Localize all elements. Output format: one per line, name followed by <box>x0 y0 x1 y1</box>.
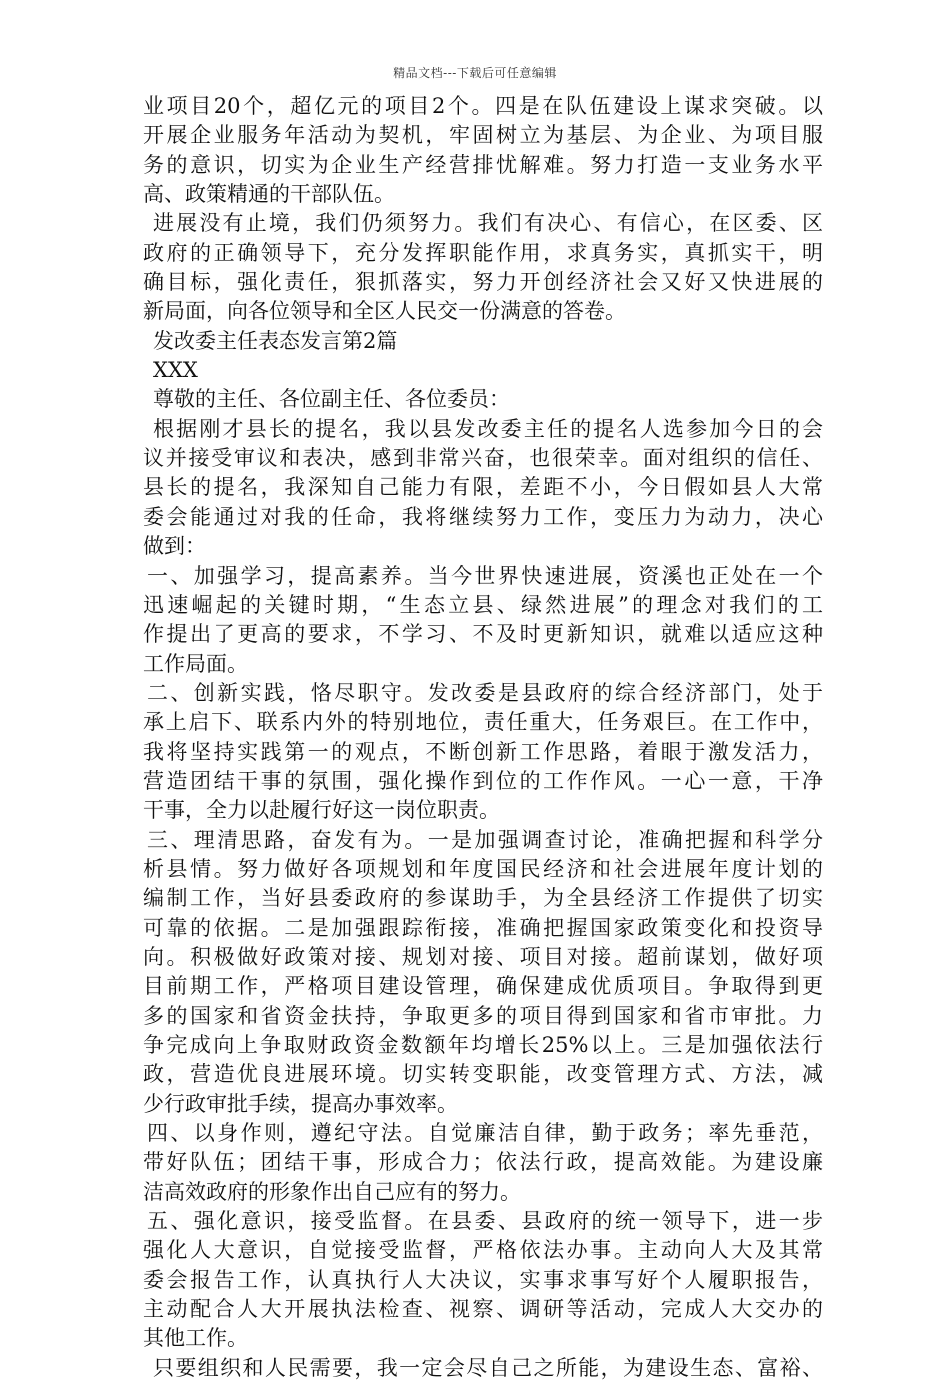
document-body <box>143 92 823 1383</box>
text-line: 可靠的依据。二是加强跟踪衔接，准确把握国家政策变化和投资导 <box>143 915 823 940</box>
text-line: 根据刚才县长的提名，我以县发改委主任的提名人选参加今日的会 <box>153 416 823 441</box>
text-line: 承上启下、联系内外的特别地位，责任重大，任务艰巨。在工作中， <box>143 710 823 735</box>
text-line: 政府的正确领导下，充分发挥职能作用，求真务实，真抓实干，明 <box>143 240 823 265</box>
text-line: 迅速崛起的关键时期，“生态立县、绿然进展”的理念对我们的工 <box>143 592 823 617</box>
text-line: 主动配合人大开展执法检查、视察、调研等活动，完成人大交办的 <box>143 1297 823 1322</box>
text-line: 编制工作，当好县委政府的参谋助手，为全县经济工作提供了切实 <box>143 886 823 911</box>
text-line: 做到： <box>143 534 206 559</box>
text-line: 尊敬的主任、各位副主任、各位委员： <box>153 387 510 412</box>
text-line: 县长的提名，我深知自己能力有限，差距不小，今日假如县人大常 <box>143 475 823 500</box>
text-line: 发改委主任表态发言第2篇 <box>153 328 398 353</box>
text-line: 一、加强学习，提高素养。当今世界快速进展，资溪也正处在一个 <box>147 563 823 588</box>
text-line: 三、理清思路，奋发有为。一是加强调查讨论，准确把握和科学分 <box>147 827 823 852</box>
text-line: 作提出了更高的要求，不学习、不及时更新知识，就难以适应这种 <box>143 622 823 647</box>
text-line: 争完成向上争取财政资金数额年均增长25%以上。三是加强依法行 <box>143 1033 823 1057</box>
text-line: 带好队伍；团结干事，形成合力；依法行政，提高效能。为建设廉 <box>143 1150 823 1175</box>
text-line: 向。积极做好政策对接、规划对接、项目对接。超前谋划，做好项 <box>143 944 823 969</box>
page-header: 精品文档---下载后可任意编辑 <box>393 66 557 80</box>
text-line: 业项目20个，超亿元的项目2个。四是在队伍建设上谋求突破。以 <box>143 94 823 118</box>
text-line: 五、强化意识，接受监督。在县委、县政府的统一领导下，进一步 <box>147 1209 823 1234</box>
text-line: 目前期工作，严格项目建设管理，确保建成优质项目。争取得到更 <box>143 974 823 999</box>
text-line: 委会能通过对我的任命，我将继续努力工作，变压力为动力，决心 <box>143 504 823 529</box>
text-line: 析县情。努力做好各项规划和年度国民经济和社会进展年度计划的 <box>143 856 823 881</box>
text-line: XXX <box>153 358 198 383</box>
text-line: 洁高效政府的形象作出自己应有的努力。 <box>143 1179 521 1204</box>
text-line: 高、政策精通的干部队伍。 <box>143 182 395 207</box>
text-line: 新局面，向各位领导和全区人民交一份满意的答卷。 <box>143 299 626 324</box>
text-line: 政，营造优良进展环境。切实转变职能，改变管理方式、方法，减 <box>143 1062 823 1087</box>
text-line: 开展企业服务年活动为契机，牢固树立为基层、为企业、为项目服 <box>143 123 823 148</box>
text-line: 多的国家和省资金扶持，争取更多的项目得到国家和省市审批。力 <box>143 1003 823 1028</box>
text-line: 确目标，强化责任，狠抓落实，努力开创经济社会又好又快进展的 <box>143 270 823 295</box>
text-line: 强化人大意识，自觉接受监督，严格依法办事。主动向人大及其常 <box>143 1238 823 1263</box>
text-line: 二、创新实践，恪尽职守。发改委是县政府的综合经济部门，处于 <box>147 680 823 705</box>
text-line: 营造团结干事的氛围，强化操作到位的工作作风。一心一意，干净 <box>143 768 823 793</box>
text-line: 进展没有止境，我们仍须努力。我们有决心、有信心，在区委、区 <box>153 211 823 236</box>
text-line: 其他工作。 <box>143 1326 248 1351</box>
text-line: 只要组织和人民需要，我一定会尽自己之所能，为建设生态、富裕、 <box>153 1355 823 1380</box>
text-line: 议并接受审议和表决，感到非常兴奋，也很荣幸。面对组织的信任、 <box>143 446 823 471</box>
text-line: 委会报告工作，认真执行人大决议，实事求事写好个人履职报告， <box>143 1267 823 1292</box>
text-line: 务的意识，切实为企业生产经营排忧解难。努力打造一支业务水平 <box>143 152 823 177</box>
text-line: 四、以身作则，遵纪守法。自觉廉洁自律，勤于政务；率先垂范， <box>147 1121 823 1146</box>
text-line: 干事，全力以赴履行好这一岗位职责。 <box>143 798 500 823</box>
text-line: 工作局面。 <box>143 651 248 676</box>
text-line: 我将坚持实践第一的观点，不断创新工作思路，着眼于激发活力， <box>143 739 823 764</box>
text-line: 少行政审批手续，提高办事效率。 <box>143 1091 458 1116</box>
